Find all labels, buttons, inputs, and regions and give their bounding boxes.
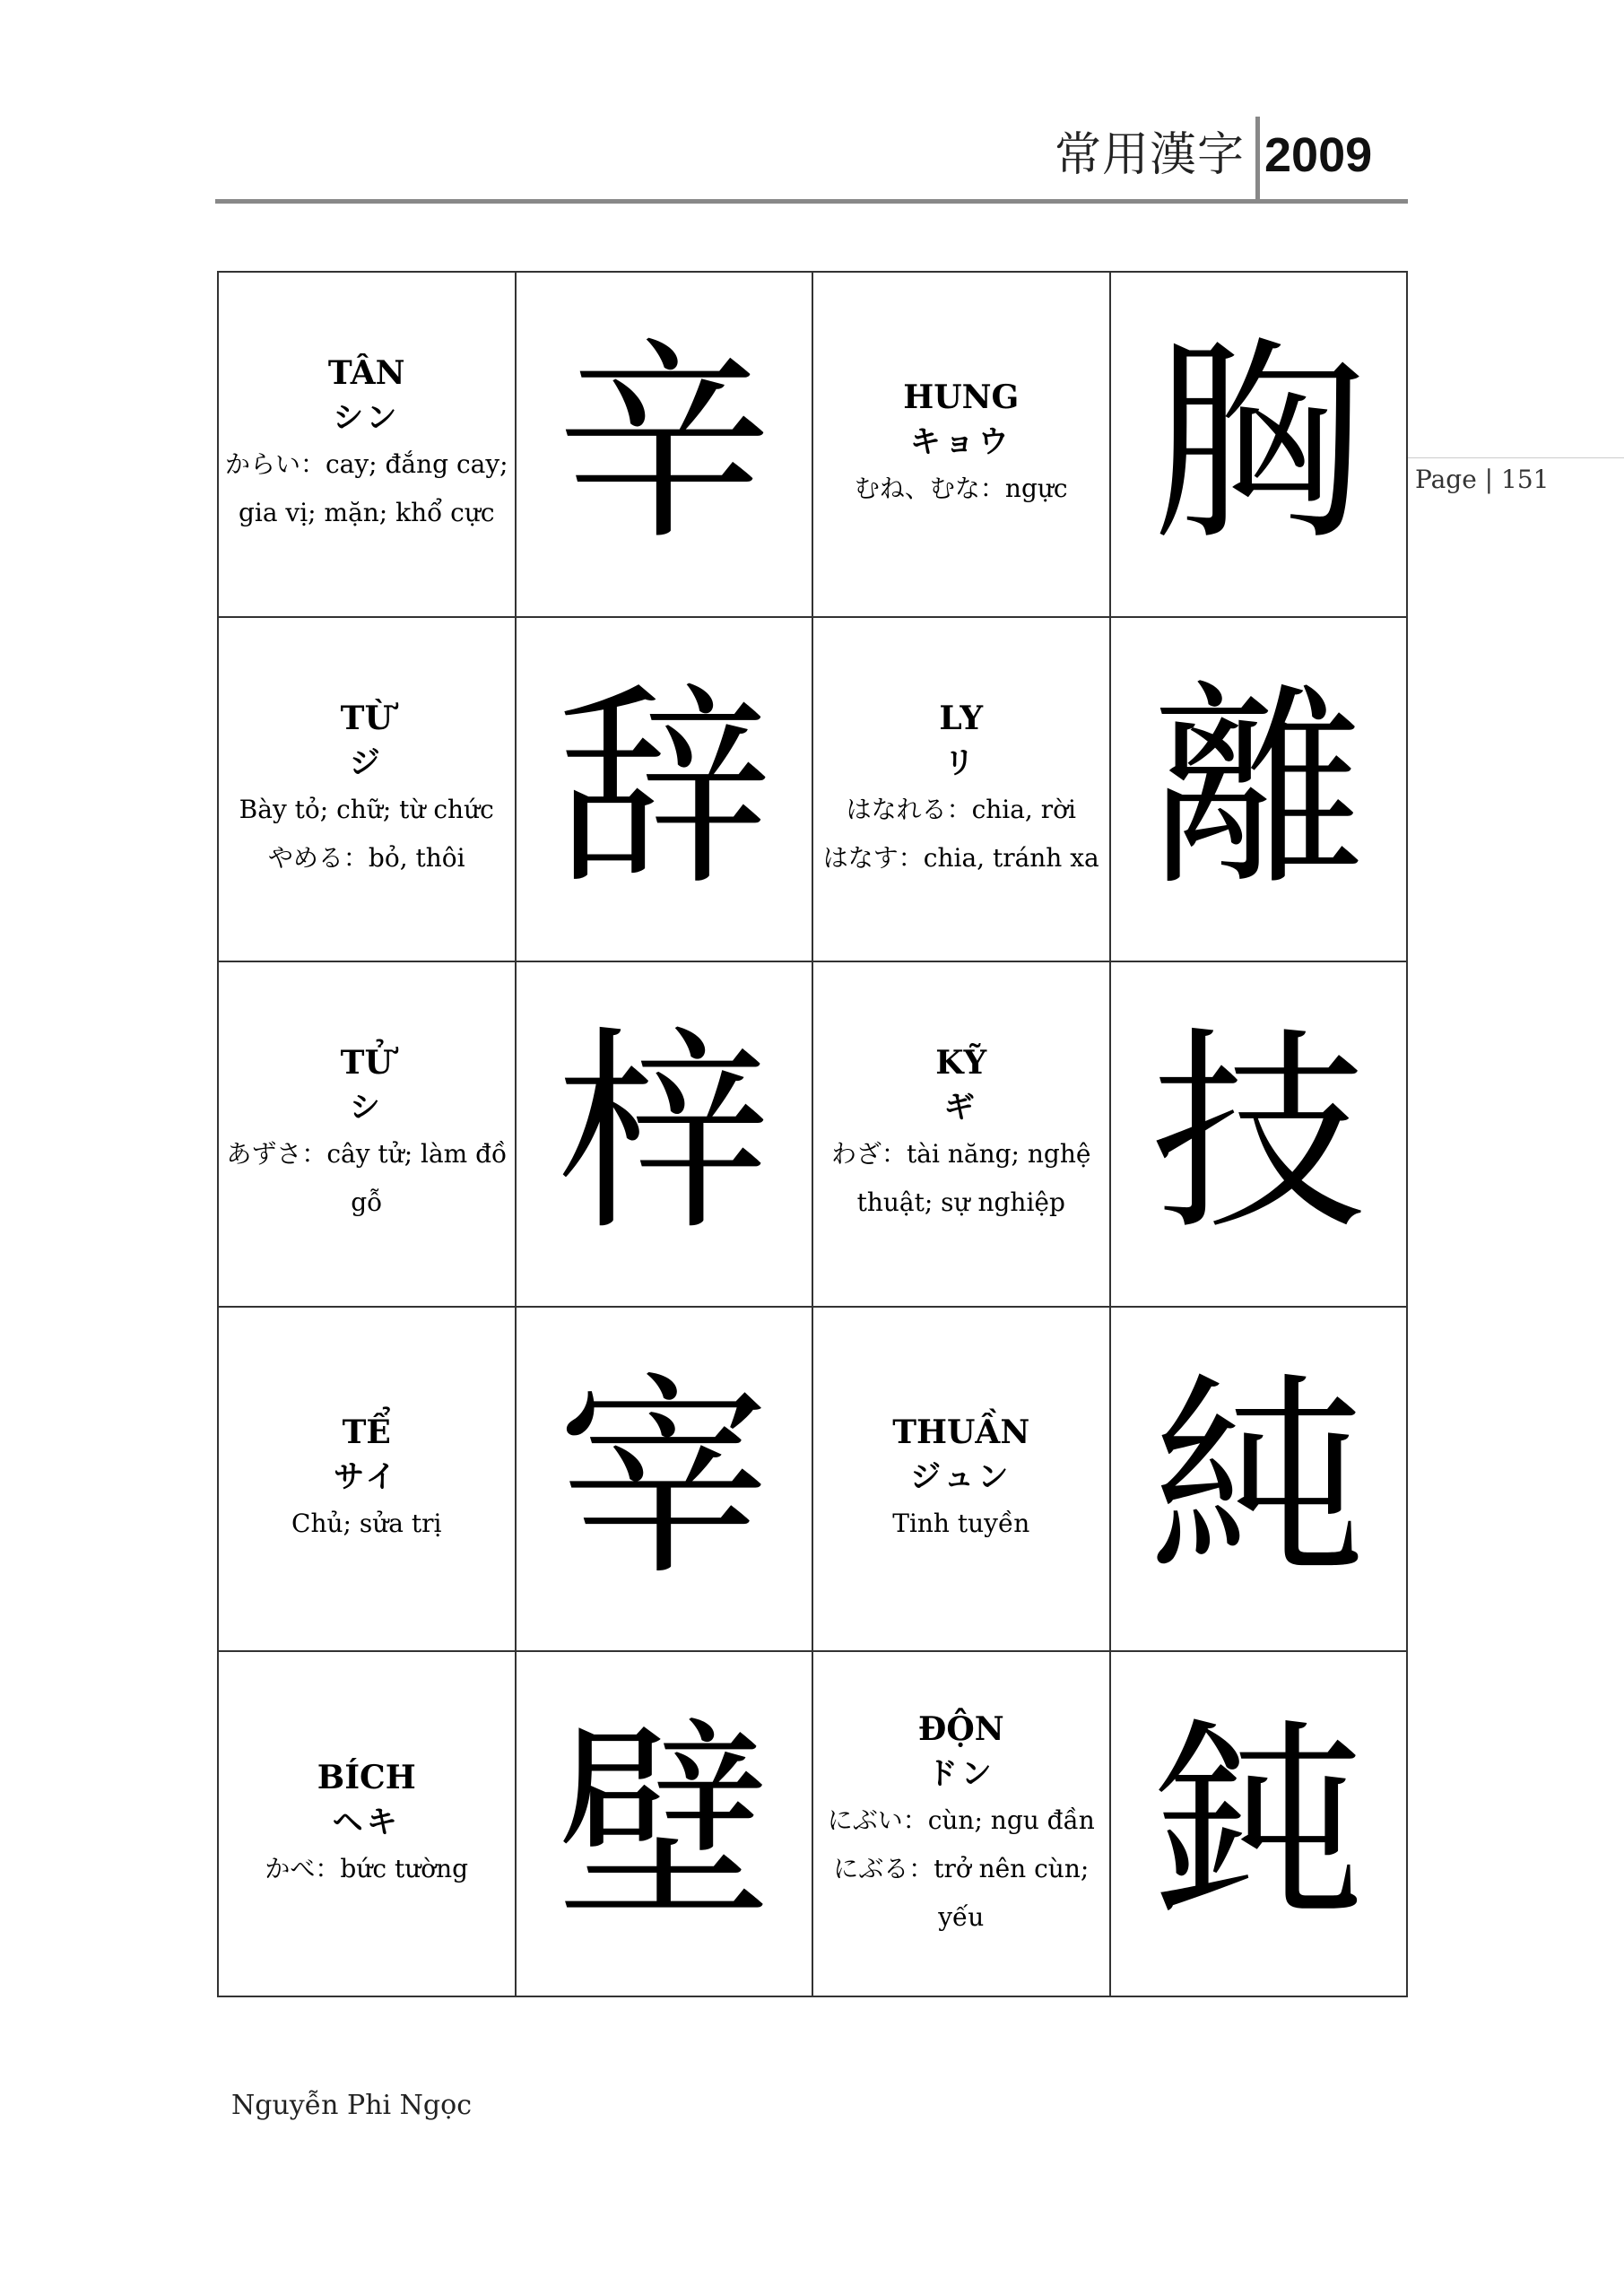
kanji-info-cell: [219, 1308, 517, 1653]
meaning-line: thuật; sự nghiệp: [856, 1187, 1065, 1218]
header-title: 常用漢字: [1054, 128, 1245, 182]
kanji-info-cell: [813, 618, 1111, 963]
kanji-cell: [1111, 618, 1409, 963]
sino-vietnamese-reading: KỸ: [935, 1044, 987, 1083]
sino-vietnamese-reading: TÂN: [327, 354, 405, 393]
footer-author: Nguyễn Phi Ngọc: [231, 2090, 472, 2121]
sino-vietnamese-reading: BÍCH: [317, 1758, 416, 1796]
kanji-cell: [517, 618, 814, 963]
kanji-info-cell: [219, 1652, 517, 1997]
on-reading: シ: [349, 1090, 384, 1126]
kanji-cell: [1111, 962, 1409, 1308]
kanji-info-cell: [813, 1652, 1111, 1997]
meaning-line: Chủ; sửa trị: [291, 1509, 442, 1539]
kanji-cell: [1111, 1652, 1409, 1997]
kanji-character: 梓: [556, 1008, 772, 1260]
kanji-character: 技: [1151, 1008, 1367, 1260]
sino-vietnamese-reading: THUẦN: [892, 1413, 1030, 1452]
kanji-info-cell: [813, 273, 1111, 618]
meaning-line: あずさ：cây tử; làm đồ: [226, 1139, 508, 1170]
on-reading: ジ: [349, 744, 384, 781]
kanji-card-grid: [217, 271, 1408, 1997]
meaning-line: にぶる：trở nên cùn;: [833, 1853, 1090, 1883]
header-year: 2009: [1264, 128, 1373, 182]
meaning-line: わざ：tài năng; nghệ: [831, 1139, 1091, 1170]
header-rule: [215, 199, 1408, 204]
sino-vietnamese-reading: LY: [939, 699, 984, 737]
sino-vietnamese-reading: TỬ: [340, 1044, 393, 1083]
kanji-info-cell: [219, 618, 517, 963]
kanji-character: 純: [1151, 1353, 1367, 1605]
meaning-line: やめる：bỏ, thôi: [267, 842, 465, 873]
meaning-line: gỗ: [351, 1187, 383, 1218]
header-divider: [1255, 117, 1260, 199]
kanji-character: 辞: [556, 663, 772, 915]
sino-vietnamese-reading: TỂ: [342, 1413, 391, 1452]
meaning-line: Bày tỏ; chữ; từ chức: [239, 794, 494, 824]
page-number: Page | 151: [1415, 465, 1550, 494]
meaning-line: yếu: [938, 1901, 985, 1932]
kanji-info-cell: [219, 962, 517, 1308]
sino-vietnamese-reading: HUNG: [903, 378, 1020, 417]
on-reading: シン: [333, 400, 401, 437]
sino-vietnamese-reading: ĐỘN: [917, 1709, 1004, 1748]
kanji-info-cell: [813, 1308, 1111, 1653]
kanji-cell: [1111, 1308, 1409, 1653]
on-reading: ヘキ: [332, 1804, 401, 1840]
kanji-cell: [1111, 273, 1409, 618]
meaning-line: むね、むな：ngực: [854, 474, 1068, 504]
on-reading: ドン: [926, 1755, 995, 1792]
kanji-cell: [517, 273, 814, 618]
on-reading: リ: [943, 744, 978, 781]
on-reading: キョウ: [909, 424, 1012, 461]
kanji-cell: [517, 962, 814, 1308]
kanji-character: 鈍: [1151, 1698, 1367, 1950]
meaning-line: はなす：chia, tránh xa: [822, 842, 1099, 873]
on-reading: ジュン: [910, 1459, 1012, 1496]
meaning-line: にぶい：cùn; ngu đần: [827, 1805, 1095, 1835]
on-reading: ギ: [943, 1090, 978, 1126]
kanji-cell: [517, 1652, 814, 1997]
kanji-character: 宰: [556, 1353, 772, 1605]
page-marker-rule: [1408, 457, 1624, 458]
kanji-character: 離: [1151, 663, 1367, 915]
kanji-info-cell: [219, 273, 517, 618]
meaning-line: gia vị; mặn; khổ cực: [238, 498, 495, 528]
meaning-line: はなれる：chia, rời: [846, 794, 1076, 824]
kanji-character: 辛: [556, 318, 772, 570]
sino-vietnamese-reading: TỪ: [340, 699, 393, 737]
meaning-line: Tinh tuyền: [892, 1509, 1030, 1539]
page-header: [215, 117, 1408, 202]
kanji-info-cell: [813, 962, 1111, 1308]
on-reading: サイ: [333, 1459, 400, 1496]
kanji-cell: [517, 1308, 814, 1653]
kanji-character: 胸: [1151, 318, 1367, 570]
meaning-line: からい：cay; đắng cay;: [224, 449, 508, 480]
kanji-character: 壁: [556, 1698, 772, 1950]
meaning-line: かべ：bức tường: [265, 1853, 469, 1883]
